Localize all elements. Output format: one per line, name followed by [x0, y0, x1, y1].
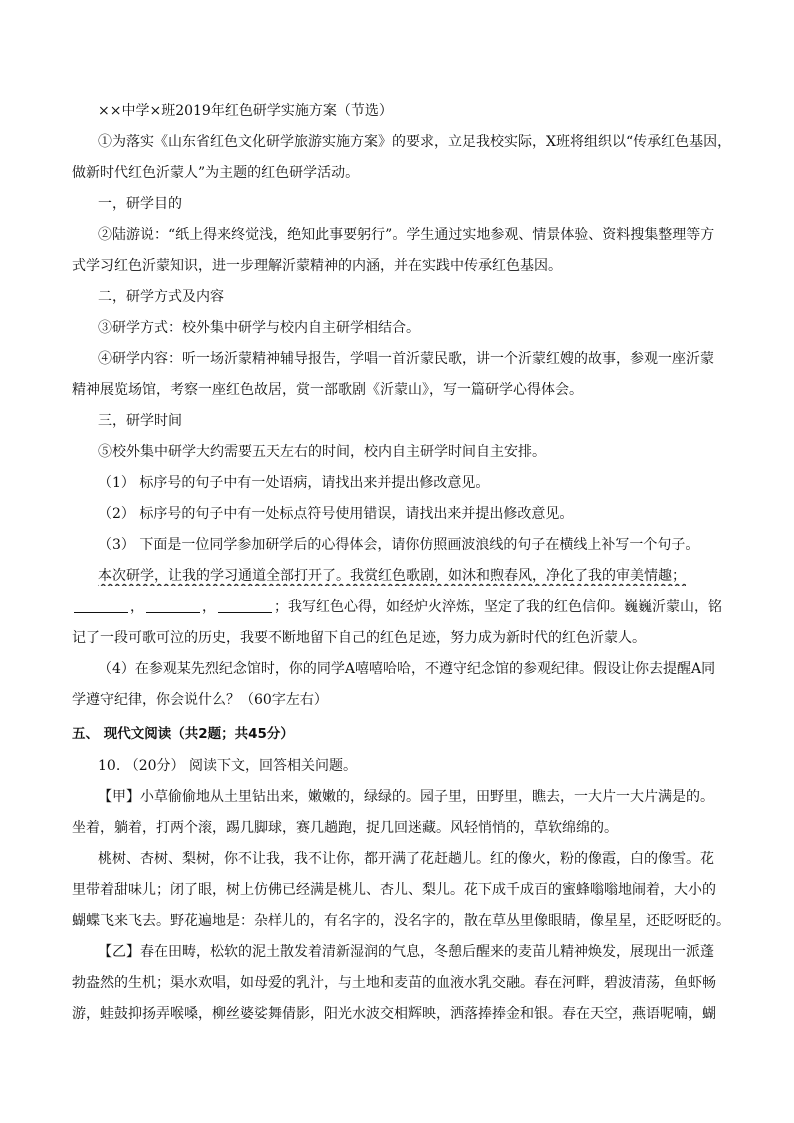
passage-jia-p2-line-2: 里带着甜味儿；闭了眼，树上仿佛已经满是桃儿、杏儿、梨儿。花下成千成百的蜜蜂嗡嗡地闹着，大小的 [72, 882, 716, 898]
answer-blank-2[interactable] [146, 598, 200, 613]
intro-line-1: ①为落实《山东省红色文化研学旅游实施方案》的要求，立足我校实际，X班将组织以“传承红色基因， [98, 134, 732, 150]
content-line-1: ④研学内容：听一场沂蒙精神辅导报告，学唱一首沂蒙民歌，讲一个沂蒙红嫂的故事，参观一座沂蒙 [98, 351, 714, 367]
heading-time: 三，研学时间 [98, 413, 182, 429]
passage-yi-line-2: 勃盎然的生机；渠水欢唱，如母爱的乳汁，与土地和麦苗的血液水乳交融。春在河畔，碧波清荡，鱼虾畅 [72, 975, 716, 991]
question-1: （1） 标序号的句子中有一处语病，请找出来并提出修改意见。 [98, 475, 490, 491]
answer-blank-1[interactable] [74, 598, 128, 613]
purpose-line-1: ②陆游说：“纸上得来终觉浅，绝知此事要躬行”。学生通过实地参观、情景体验、资料搜集整理等方 [98, 227, 715, 243]
method-line: ③研学方式：校外集中研学与校内自主研学相结合。 [98, 320, 420, 336]
passage-jia-line-1: 【甲】小草偷偷地从土里钻出来，嫩嫩的，绿绿的。园子里，田野里，瞧去，一大片一大片满是的。 [98, 789, 714, 805]
essay-line-3: 记了一段可歌可泣的历史，我要不断地留下自己的红色足迹，努力成为新时代的红色沂蒙人。 [72, 630, 646, 646]
passage-yi-line-1: 【乙】春在田畴，松软的泥土散发着清新湿润的气息，冬憩后醒来的麦苗儿精神焕发，展现出一派蓬 [98, 944, 714, 960]
essay-line-1 [98, 566, 732, 586]
answer-blank-3[interactable] [218, 598, 272, 613]
question-3: （3） 下面是一位同学参加研学后的心得体会，请你仿照画波浪线的句子在横线上补写一个句子。 [98, 537, 700, 553]
sep-2: ， [202, 599, 216, 615]
essay-tail: 我写红色心得，如经炉火淬炼，坚定了我的红色信仰。巍巍沂蒙山，铭 [288, 599, 722, 615]
passage-jia-p2-line-3: 蝴蝶飞来飞去。野花遍地是：杂样儿的，有名字的，没名字的，散在草丛里像眼睛，像星星，还眨呀眨的。 [72, 913, 730, 929]
question-2: （2） 标序号的句子中有一处标点符号使用错误，请找出来并提出修改意见。 [98, 506, 574, 522]
heading-purpose: 一，研学目的 [98, 196, 182, 212]
wavy-sentence: 本次研学，让我的学习通道全部打开了。我赏红色歌剧，如沐和煦春风，净化了我的审美情趣； [98, 568, 686, 584]
passage-jia-line-2: 坐着，躺着，打两个滚，踢几脚球，赛几趟跑，捉几回迷藏。风轻悄悄的，草软绵绵的。 [72, 820, 618, 836]
heading-method: 二，研学方式及内容 [98, 289, 224, 305]
passage-yi-line-3: 游，蛙鼓抑扬弄喉嗓，柳丝婆娑舞倩影，阳光水波交相辉映，洒落捧捧金和银。春在天空，燕语呢喃，蝴 [72, 1006, 716, 1022]
question-4-line-2: 学遵守纪律，你会说什么？（60字左右） [72, 692, 328, 708]
section-5-heading: 五、 现代文阅读（共2题；共45分） [72, 726, 294, 742]
time-line: ⑤校外集中研学大约需要五天左右的时间，校内自主研学时间自主安排。 [98, 444, 546, 460]
content-line-2: 精神展览场馆，考察一座红色故居，赏一部歌剧《沂蒙山》，写一篇研学心得体会。 [72, 382, 583, 398]
doc-title: ××中学×班2019年红色研学实施方案（节选） [98, 103, 393, 119]
question-4-line-1: （4）在参观某先烈纪念馆时，你的同学A嘻嘻哈哈，不遵守纪念馆的参观纪律。假设让你去提醒A同 [98, 661, 716, 677]
purpose-line-2: 式学习红色沂蒙知识，进一步理解沂蒙精神的内涵，并在实践中传承红色基因。 [72, 258, 562, 274]
intro-line-2: 做新时代红色沂蒙人”为主题的红色研学活动。 [72, 165, 360, 181]
sep-1: ， [130, 599, 144, 615]
passage-jia-p2-line-1: 桃树、杏树、梨树，你不让我，我不让你，都开满了花赶趟儿。红的像火，粉的像霞，白的像雪。花 [98, 851, 714, 867]
essay-line-2 [72, 597, 732, 617]
question-10: 10. （20分） 阅读下文，回答相关问题。 [98, 758, 357, 774]
sep-3: ； [274, 599, 288, 615]
